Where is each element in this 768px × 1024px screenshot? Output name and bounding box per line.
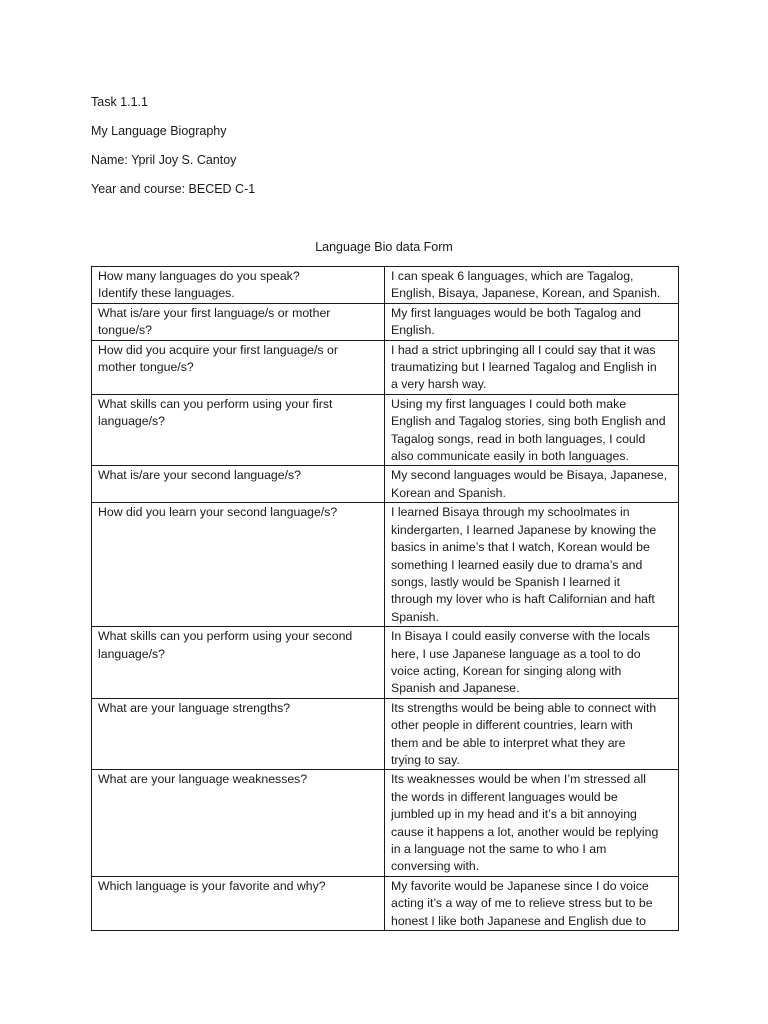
answer-line: conversing with. xyxy=(391,859,480,874)
answer-line: Its strengths would be being able to connect with xyxy=(391,700,657,715)
question-line: How did you acquire your first language/s or xyxy=(98,342,338,357)
question-line: language/s? xyxy=(98,646,166,661)
table-row xyxy=(92,303,679,340)
answer-line: jumbled up in my head and it’s a bit annoying xyxy=(391,807,637,822)
bio-data-table-container xyxy=(91,266,678,928)
student-name: Name: Ypril Joy S. Cantoy xyxy=(91,153,237,167)
answer-line: kindergarten, I learned Japanese by knowing the xyxy=(391,522,657,537)
answer-line: My first languages would be both Tagalog and xyxy=(391,305,641,320)
question-cell xyxy=(92,503,385,627)
answer-line: English, Bisaya, Japanese, Korean, and Spanish. xyxy=(391,286,661,301)
answer-line: cause it happens a lot, another would be replying xyxy=(391,824,659,839)
answer-cell xyxy=(385,394,679,466)
answer-line: something I learned easily due to drama’s and xyxy=(391,557,643,572)
question-cell xyxy=(92,698,385,770)
answer-line: traumatizing but I learned Tagalog and English in xyxy=(391,360,657,375)
question-cell xyxy=(92,303,385,340)
question-line: Identify these languages. xyxy=(98,286,235,301)
answer-line: English and Tagalog stories, sing both English and xyxy=(391,414,666,429)
question-cell xyxy=(92,267,385,304)
answer-line: a very harsh way. xyxy=(391,377,487,392)
answer-line: Spanish and Japanese. xyxy=(391,681,520,696)
table-row xyxy=(92,394,679,466)
answer-line: other people in different countries, learn with xyxy=(391,718,633,733)
question-line: How did you learn your second language/s? xyxy=(98,505,338,520)
question-line: tongue/s? xyxy=(98,323,153,338)
answer-line: the words in different languages would be xyxy=(391,789,618,804)
answer-line: English. xyxy=(391,323,435,338)
answer-line: Spanish. xyxy=(391,609,439,624)
answer-cell xyxy=(385,466,679,503)
answer-line: basics in anime’s that I watch, Korean would be xyxy=(391,540,650,555)
task-label: Task 1.1.1 xyxy=(91,95,148,109)
year-and-course: Year and course: BECED C-1 xyxy=(91,182,256,196)
table-row xyxy=(92,267,679,304)
answer-line: I learned Bisaya through my schoolmates in xyxy=(391,505,630,520)
table-row xyxy=(92,876,679,930)
question-line: What is/are your first language/s or mother xyxy=(98,305,331,320)
table-row xyxy=(92,503,679,627)
answer-line: honest I like both Japanese and English due to xyxy=(391,913,647,928)
answer-cell xyxy=(385,303,679,340)
bio-data-table xyxy=(91,266,679,931)
table-row xyxy=(92,466,679,503)
question-cell xyxy=(92,466,385,503)
question-line: What are your language weaknesses? xyxy=(98,772,308,787)
answer-line: Korean and Spanish. xyxy=(391,485,506,500)
answer-cell xyxy=(385,503,679,627)
question-line: What skills can you perform using your first xyxy=(98,396,333,411)
question-cell xyxy=(92,627,385,699)
answer-line: them and be able to interpret what they are xyxy=(391,735,626,750)
question-cell xyxy=(92,394,385,466)
answer-line: In Bisaya I could easily converse with the locals xyxy=(391,629,651,644)
question-line: mother tongue/s? xyxy=(98,360,194,375)
form-title: Language Bio data Form xyxy=(315,240,453,254)
table-row xyxy=(92,340,679,394)
table-row xyxy=(92,627,679,699)
answer-line: Tagalog songs, read in both languages, I could xyxy=(391,431,646,446)
answer-cell xyxy=(385,627,679,699)
answer-line: acting it’s a way of me to relieve stress but to be xyxy=(391,896,653,911)
answer-line: here, I use Japanese language as a tool to do xyxy=(391,646,641,661)
answer-line: My second languages would be Bisaya, Japanese, xyxy=(391,468,668,483)
answer-line: My favorite would be Japanese since I do voice xyxy=(391,878,649,893)
answer-line: I had a strict upbringing all I could say that it was xyxy=(391,342,656,357)
answer-line: Using my first languages I could both make xyxy=(391,396,627,411)
table-row xyxy=(92,698,679,770)
question-line: What skills can you perform using your second xyxy=(98,629,353,644)
answer-line: also communicate easily in both languages. xyxy=(391,449,629,464)
table-row xyxy=(92,770,679,876)
answer-cell xyxy=(385,267,679,304)
answer-line: Its weaknesses would be when I’m stressed all xyxy=(391,772,646,787)
question-line: language/s? xyxy=(98,414,166,429)
answer-cell xyxy=(385,698,679,770)
answer-line: voice acting, Korean for singing along with xyxy=(391,663,622,678)
bio-data-table-body xyxy=(92,267,679,931)
answer-line: I can speak 6 languages, which are Tagalog, xyxy=(391,269,634,283)
question-cell xyxy=(92,876,385,930)
answer-line: trying to say. xyxy=(391,752,460,767)
answer-cell xyxy=(385,770,679,876)
document-title: My Language Biography xyxy=(91,124,227,138)
question-cell xyxy=(92,340,385,394)
question-line: How many languages do you speak? xyxy=(98,269,300,283)
answer-line: through my lover who is haft Californian and haft xyxy=(391,592,655,607)
answer-line: in a language not the same to who I am xyxy=(391,842,607,856)
answer-cell xyxy=(385,340,679,394)
question-line: Which language is your favorite and why? xyxy=(98,878,326,893)
question-cell xyxy=(92,770,385,876)
answer-cell xyxy=(385,876,679,930)
answer-line: songs, lastly would be Spanish I learned it xyxy=(391,574,620,589)
question-line: What are your language strengths? xyxy=(98,700,291,715)
question-line: What is/are your second language/s? xyxy=(98,468,302,483)
